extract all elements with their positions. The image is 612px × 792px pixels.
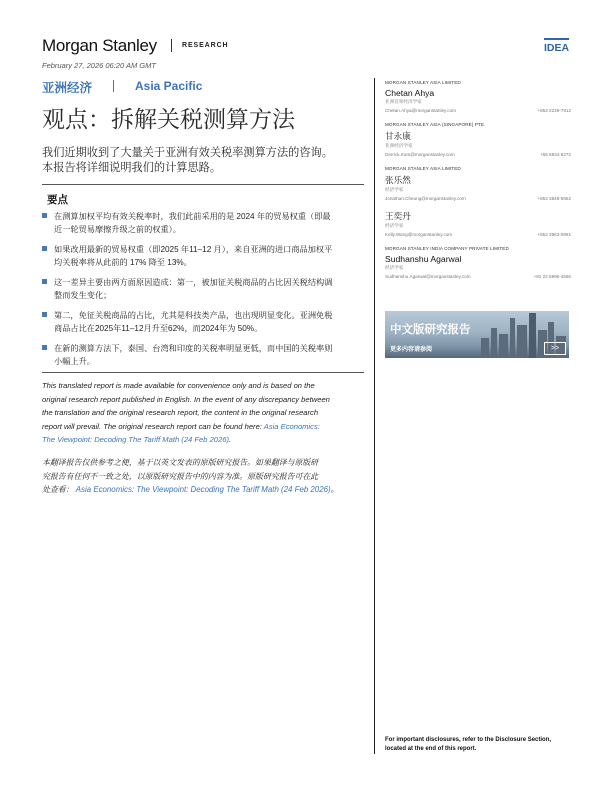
arrow-right-icon[interactable]: >>	[544, 342, 566, 355]
analyst-role: 亚洲经济学家	[385, 143, 413, 148]
intro-line: 本报告将详细说明我们的计算思路。	[42, 162, 222, 174]
analyst-name: 王奕丹	[385, 211, 411, 221]
analyst-phone: +852 3848-5652	[537, 196, 571, 201]
analyst-role: 经济学家	[385, 187, 404, 192]
brand-divider	[171, 39, 172, 52]
key-point-item: 在新的测算方法下，泰国、台湾和印度的关税率明显更低，而中国的关税率则 小幅上升。	[42, 342, 364, 368]
brand-logo: Morgan Stanley	[42, 36, 157, 55]
analyst-email[interactable]: Jonathan.Cheung@morganstanley.com	[385, 196, 466, 201]
research-label: RESEARCH	[182, 42, 229, 49]
bullet-square-icon	[42, 213, 47, 218]
original-report-link[interactable]: Asia Economics:	[263, 421, 320, 431]
intro-line: 我们近期收到了大量关于亚洲有效关税率测算方法的咨询。	[42, 147, 333, 159]
analyst-email[interactable]: Derrick.Kam@morganstanley.com	[385, 152, 455, 157]
key-points-rule	[42, 184, 364, 185]
analyst-card	[385, 210, 571, 237]
region-en: Asia Pacific	[135, 79, 203, 93]
disclaimer-english: This translated report is made available for convenience only and is based on the original research report published in English. In the event of any discrepancy between the translation and the original research report, the content in the original research report will prevail. The original research report can be found here: Asia Economics: The Viewpoint: Decoding The Tariff Math (24 Feb 2026).	[42, 381, 330, 444]
analyst-contacts	[385, 80, 571, 288]
analyst-phone: +65 6834-8272	[539, 152, 571, 157]
disclaimer-rule	[42, 372, 364, 373]
original-report-link[interactable]: The Viewpoint: Decoding The Tariff Math (24 Feb 2026)	[42, 435, 229, 444]
key-point-item: 如果改用最新的贸易权重（即2025 年11–12 月），来自亚洲的进口商品加权平 均关税率将从此前的 17% 降至 13%。	[42, 243, 364, 269]
analyst-name: Sudhanshu Agarwal	[385, 254, 462, 264]
banner-title: 中文版研究报告	[390, 324, 471, 336]
analyst-role: 经济学家	[385, 265, 404, 270]
analyst-firm: MORGAN STANLEY INDIA COMPANY PRIVATE LIMITED	[385, 246, 509, 251]
analyst-email[interactable]: Chetan.Ahya@morganstanley.com	[385, 108, 456, 113]
analyst-phone: +852 3963-0891	[537, 232, 571, 237]
analyst-name: Chetan Ahya	[385, 88, 435, 98]
analyst-phone: +91 22 6995-4566	[533, 274, 571, 279]
skyline-building	[517, 325, 527, 358]
idea-badge: IDEA	[544, 38, 569, 54]
banner-subtitle: 更多内容请参阅	[390, 347, 433, 353]
analyst-card	[385, 166, 571, 201]
analyst-firm: MORGAN STANLEY ASIA (SINGAPORE) PTE.	[385, 122, 486, 127]
report-title: 观点：拆解关税测算方法	[42, 107, 295, 133]
bullet-square-icon	[42, 345, 47, 350]
key-points-heading: 要点	[47, 194, 68, 206]
skyline-building	[529, 313, 536, 358]
analyst-name: 张乐然	[385, 175, 411, 185]
analyst-card	[385, 246, 571, 279]
disclosure-footnote: For important disclosures, refer to the Disclosure Section, located at the end of this report.	[385, 737, 552, 752]
original-report-link-cn[interactable]: Asia Economics: The Viewpoint: Decoding The Tariff Math (24 Feb 2026)	[75, 485, 331, 494]
analyst-email[interactable]: Sudhanshu.Agarwal@morganstanley.com	[385, 274, 471, 279]
bullet-square-icon	[42, 279, 47, 284]
region-divider	[113, 80, 114, 92]
intro-summary	[42, 146, 367, 176]
analyst-firm: MORGAN STANLEY ASIA LIMITED	[385, 80, 461, 85]
skyline-building	[510, 318, 515, 358]
disclaimer-chinese: 本翻译报告仅供参考之便，基于以英文发表的原版研究报告。如果翻译与原版研 究报告有任何不一致之处，以原版研究报告中的内容为准。原版研究报告可在此 处查看： Asia Economics: The Viewpoint: Decoding The Tariff Math (24 Feb 2026)。	[42, 458, 339, 494]
column-divider	[374, 78, 375, 754]
bullet-square-icon	[42, 246, 47, 251]
analyst-email[interactable]: Kelly.Wang@morganstanley.com	[385, 232, 453, 237]
analyst-role: 亚洲首席经济学家	[385, 99, 422, 104]
key-point-item: 第二，免征关税商品的占比，尤其是科技类产品，也出现明显变化。亚洲免税 商品占比在2025年11–12月升至62%，而2024年为 50%。	[42, 309, 364, 335]
analyst-card	[385, 122, 571, 157]
key-point-item: 这一差异主要由两方面原因造成：第一，被加征关税商品的占比因关税结构调 整而发生变化；	[42, 276, 364, 302]
analyst-name: 甘永康	[385, 131, 411, 141]
key-points-list	[42, 210, 364, 375]
analyst-phone: +852 2239-7812	[537, 108, 571, 113]
skyline-building	[499, 334, 508, 358]
publish-date: February 27, 2026 06:20 AM GMT	[42, 61, 156, 70]
key-point-item: 在测算加权平均有效关税率时，我们此前采用的是 2024 年的贸易权重（即最 近一轮贸易摩擦升级之前的权重）。	[42, 210, 364, 236]
bullet-square-icon	[42, 312, 47, 317]
skyline-building	[481, 338, 489, 358]
analyst-card	[385, 80, 571, 113]
skyline-building	[491, 328, 497, 358]
analyst-role: 经济学家	[385, 223, 404, 228]
region-zh: 亚洲经济	[42, 81, 93, 95]
chinese-research-banner[interactable]	[385, 311, 569, 358]
analyst-firm: MORGAN STANLEY ASIA LIMITED	[385, 166, 461, 171]
